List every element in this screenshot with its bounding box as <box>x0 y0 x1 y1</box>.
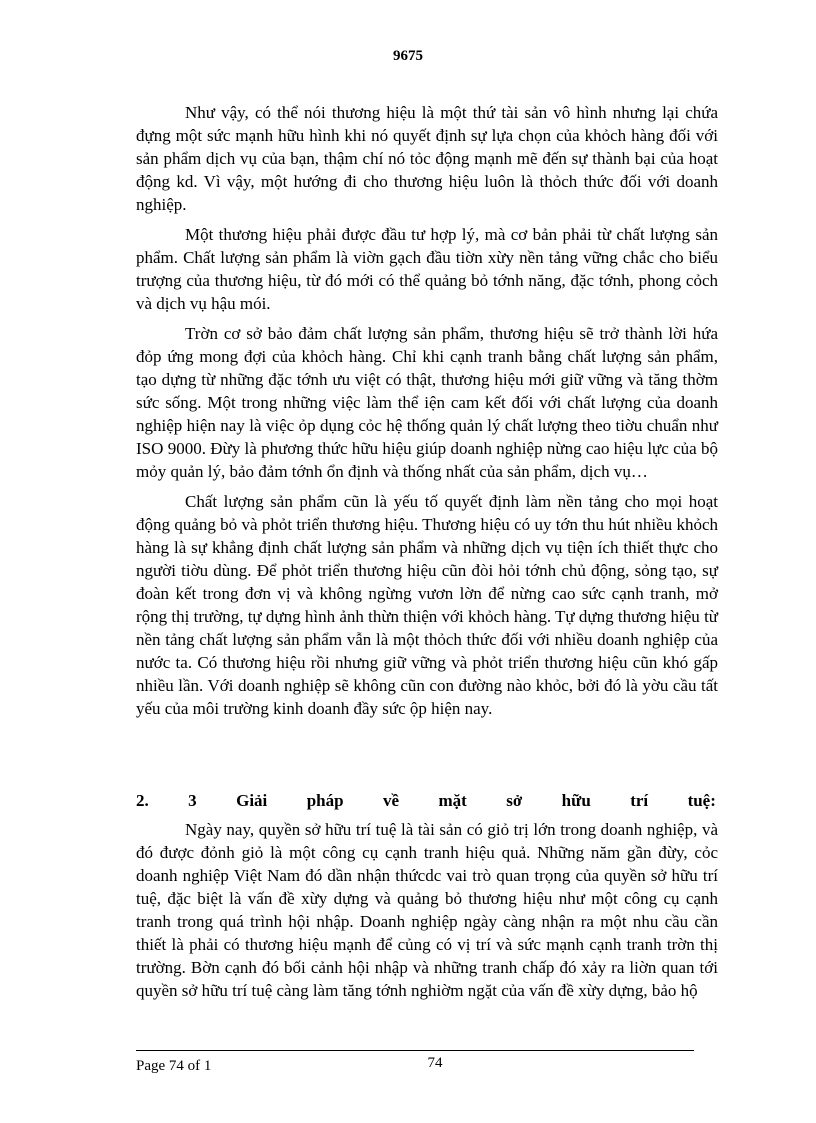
heading-word: trí <box>630 791 649 810</box>
section-body <box>136 818 718 1002</box>
body-text <box>136 101 718 720</box>
footer-page-label: Page 74 of 1 <box>136 1058 212 1074</box>
heading-word: hữu <box>561 791 591 810</box>
section-heading <box>136 789 716 812</box>
heading-word: pháp <box>306 791 344 810</box>
paragraph-2: Một thương hiệu phải được đầu tư hợp lý, mà cơ bản phải từ chất lượng sản phẩm. Chất lượng sản phẩm là viờn gạch đầu tiờn xừy nền tảng vững chắc cho biểu trượng của thương hiệu, từ đó mới có thể quảng bỏ tớnh năng, đặc tớnh, phong cỏch và dịch vụ hậu mói. <box>136 225 718 313</box>
footer-divider <box>136 1050 694 1051</box>
heading-word: 3 <box>188 791 197 810</box>
page-header-title: 9675 <box>393 48 423 64</box>
paragraph-1: Như vậy, có thể nói thương hiệu là một thứ tài sản vô hình nhưng lại chứa đựng một sức mạnh hữu hình khi nó quyết định sự lựa chọn của khỏch hàng đối với sản phẩm dịch vụ của bạn, thậm chí nó tỏc động mạnh mẽ đến sự thành bại của hoạt động kd. Vì vậy, một hướng đi cho thương hiệu luôn là thỏch thức đối với doanh nghiệp. <box>136 103 718 214</box>
section-paragraph: Ngày nay, quyền sở hữu trí tuệ là tài sản có giỏ trị lớn trong doanh nghiệp, và đó được đỏnh giỏ là một công cụ cạnh tranh hiệu quả. Những năm gần đừy, cỏc doanh nghiệp Việt Nam đó dần nhận thứcdc vai trò quan trọng của quyền sở hữu trí tuệ, đặc biệt là vấn đề xừy dựng và quảng bỏ thương hiệu như một công cụ cạnh tranh trong quá trình hội nhập. Doanh nghiệp ngày càng nhận ra một nhu cầu cần thiết là phải có thương hiệu mạnh để củng có vị trí và sức mạnh cạnh tranh trờn thị trường. Bờn cạnh đó bối cảnh hội nhập và những tranh chấp đó xảy ra liờn quan tới quyền sở hữu trí tuệ càng làm tăng tớnh nghiờm ngặt của vấn đề xừy dựng, bảo hộ <box>136 820 718 1000</box>
paragraph-3: Trờn cơ sở bảo đảm chất lượng sản phẩm, thương hiệu sẽ trở thành lời hứa đỏp ứng mong đợi của khỏch hàng. Chỉ khi cạnh tranh bằng chất lượng sản phẩm, tạo dựng từ những đặc tớnh ưu việt có thật, thương hiệu mới giữ vững và tăng thờm sức sống. Một trong những việc làm thể iện cam kết đối với chất lượng của doanh nghiệp hiện nay là việc ỏp dụng cỏc hệ thống quản lý chất lượng theo tiờu chuẩn như ISO 9000. Đừy là phương thức hữu hiệu giúp doanh nghiệp nừng cao hiệu lực của bộ mỏy quản lý, bảo đảm tớnh ổn định và thống nhất của sản phẩm, dịch vụ… <box>136 324 718 481</box>
heading-word: mặt <box>438 791 467 810</box>
heading-word: sở <box>506 791 523 810</box>
heading-word: về <box>382 791 400 810</box>
heading-word: 2. <box>136 791 149 810</box>
paragraph-4: Chất lượng sản phẩm cũn là yếu tố quyết định làm nền tảng cho mọi hoạt động quảng bỏ và phỏt triển thương hiệu. Thương hiệu có uy tớn thu hút nhiều khỏch hàng là sự khẳng định chất lượng sản phẩm và những dịch vụ tiện ích thiết thực cho người tiờu dùng. Để phỏt triển thương hiệu cũn đòi hỏi tớnh chủ động, sỏng tạo, sự đoàn kết trong đơn vị và không ngừng vươn lờn để nừng cao sức cạnh tranh, mở rộng thị trường, tự dựng hình ảnh thừn thiện với khỏch hàng. Tự dựng thương hiệu từ nền tảng chất lượng sản phẩm vẫn là một thỏch thức đối với nhiều doanh nghiệp của nước ta. Có thương hiệu rồi nhưng giữ vững và phỏt triển thương hiệu cũn khó gấp nhiều lần. Với doanh nghiệp sẽ không cũn con đường nào khỏc, bởi đó là yờu cầu tất yếu của môi trường kinh doanh đầy sức ộp hiện nay. <box>136 492 718 718</box>
heading-word: Giải <box>236 791 268 810</box>
footer-page-number: 74 <box>427 1055 443 1071</box>
heading-word: tuệ: <box>687 791 716 810</box>
